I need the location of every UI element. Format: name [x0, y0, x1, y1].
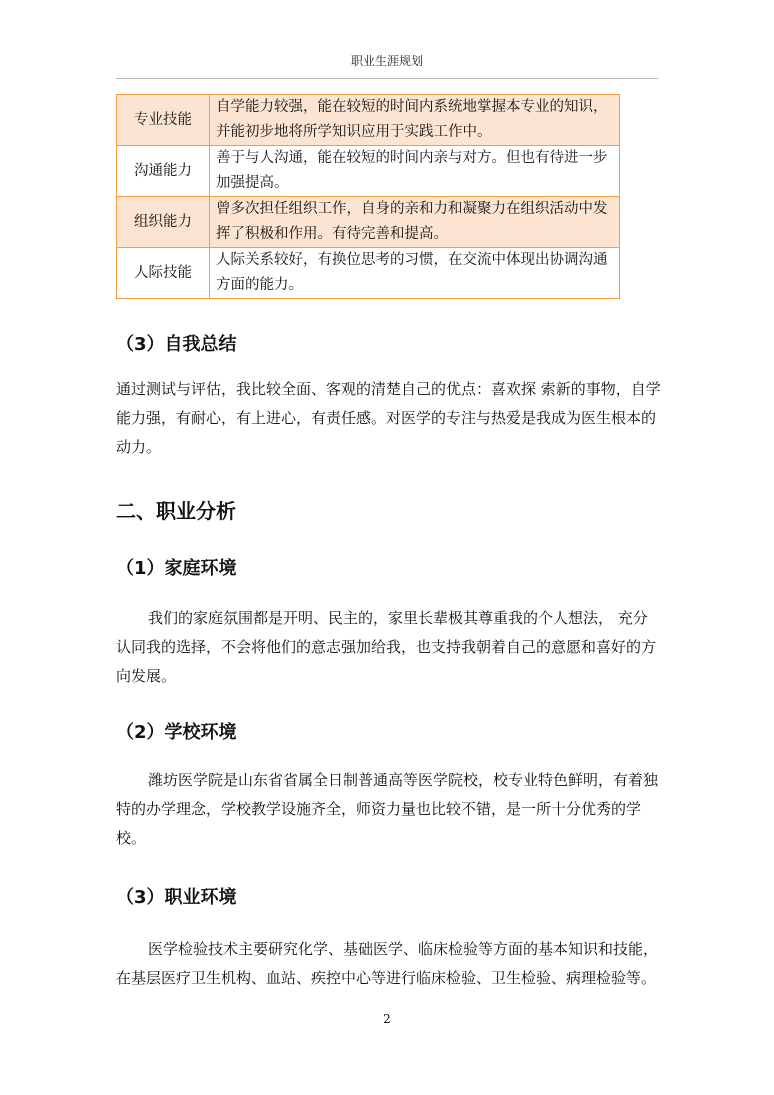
- career-paragraph: 医学检验技术主要研究化学、基础医学、临床检验等方面的基本知识和技能，在基层医疗卫生机构、血站、疾控中心等进行临床检验、卫生检验、病理检验等。: [116, 940, 659, 987]
- section-heading-family: （1）家庭环境: [116, 558, 237, 579]
- skill-description: 人际关系较好，有换位思考的习惯，在交流中体现出协调沟通方面的能力。: [210, 248, 620, 299]
- self-summary-paragraph: 通过测试与评估，我比较全面、客观的清楚自己的优点：喜欢探 索新的事物，自学能力强，有耐心，有上进心，有责任感。对医学的专注与热爱是我成为医生根本的动力。: [116, 380, 661, 456]
- section-heading-career-analysis: 二、职业分析: [116, 499, 236, 523]
- skills-table: [116, 94, 620, 299]
- section-heading-self-summary: （3）自我总结: [116, 334, 237, 355]
- table-row: [117, 146, 620, 197]
- skill-label: 专业技能: [117, 95, 210, 146]
- school-paragraph: 潍坊医学院是山东省省属全日制普通高等医学院校，校专业特色鲜明，有着独特的办学理念，学校教学设施齐全，师资力量也比较不错，是一所十分优秀的学校。: [116, 771, 659, 847]
- table-row: [117, 95, 620, 146]
- page-header-title: 职业生涯规划: [350, 54, 423, 68]
- skill-description: 善于与人沟通，能在较短的时间内亲与对方。但也有待进一步加强提高。: [210, 146, 620, 197]
- section-heading-school: （2）学校环境: [116, 722, 237, 743]
- header-divider: [116, 78, 658, 79]
- page-number: 2: [383, 1012, 391, 1026]
- section-heading-career: （3）职业环境: [116, 887, 237, 908]
- table-row: [117, 197, 620, 248]
- skill-label: 组织能力: [117, 197, 210, 248]
- skill-label: 沟通能力: [117, 146, 210, 197]
- skill-description: 曾多次担任组织工作，自身的亲和力和凝聚力在组织活动中发挥了积极和作用。有待完善和提高。: [210, 197, 620, 248]
- skill-label: 人际技能: [117, 248, 210, 299]
- table-row: [117, 248, 620, 299]
- family-paragraph: 我们的家庭氛围都是开明、民主的，家里长辈极其尊重我的个人想法， 充分认同我的选择，不会将他们的意志强加给我，也支持我朝着自己的意愿和喜好的方向发展。: [116, 609, 657, 685]
- skill-description: 自学能力较强，能在较短的时间内系统地掌握本专业的知识，并能初步地将所学知识应用于实践工作中。: [210, 95, 620, 146]
